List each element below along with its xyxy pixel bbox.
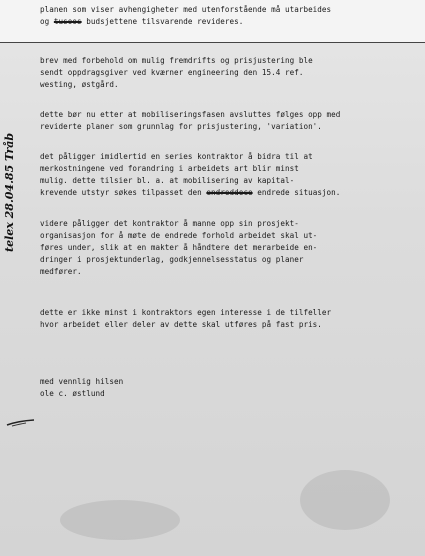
paragraph-3-line-4 [40, 188, 340, 197]
paragraph-3-line-3: mulig. dette tilsier bl. a. at mobilisering av kapital- [40, 176, 295, 185]
paragraph-3-line-2: merkostningene ved forandring i arbeidets art blir minst [40, 164, 299, 173]
paragraph-5-line-1: dette er ikke minst i kontraktors egen interesse i de tilfeller [40, 308, 332, 317]
header-line-1: planen som viser avhengigheter med utenforstående må utarbeides [40, 5, 332, 14]
paper-smudge [300, 470, 390, 530]
handwritten-margin-note: telex 28.04.85 Tråb [3, 132, 16, 252]
closing-greeting: med vennlig hilsen [40, 377, 124, 386]
struck-word: tusoos [53, 17, 82, 26]
header-line-2-start: og [40, 17, 54, 26]
paragraph-4-line-1: videre påligger det kontraktor å manne opp sin prosjekt- [40, 219, 299, 228]
pen-stroke-mark [6, 418, 36, 428]
paragraph-3-line-4-end: endrede situasjon. [252, 188, 341, 197]
paragraph-1-line-3: westing, østgård. [40, 80, 119, 89]
signer-name: ole c. østlund [40, 389, 105, 398]
struck-word: endreddece [206, 188, 253, 197]
paragraph-4-line-4: dringer i prosjektunderlag, godkjennelsesstatus og planer [40, 255, 304, 264]
paper-smudge [60, 500, 180, 540]
paragraph-1-line-2: sendt oppdragsgiver ved kværner engineering den 15.4 ref. [40, 68, 304, 77]
paragraph-4-line-2: organisasjon for å møte de endrede forhold arbeidet skal ut- [40, 231, 318, 240]
paragraph-4-line-3: føres under, slik at en makter å håndtere det merarbeide en- [40, 243, 318, 252]
header-line-2 [40, 17, 243, 26]
paragraph-1-line-1: brev med forbehold om mulig fremdrifts og prisjustering ble [40, 56, 313, 65]
paragraph-3-line-4-start: krevende utstyr søkes tilpasset den [40, 188, 207, 197]
paragraph-5-line-2: hvor arbeidet eller deler av dette skal utføres på fast pris. [40, 320, 322, 329]
header-line-2-end: budsjettene tilsvarende revideres. [81, 17, 244, 26]
paragraph-2-line-1: dette bør nu etter at mobiliseringsfasen avsluttes følges opp med [40, 110, 341, 119]
paragraph-4-line-5: medfører. [40, 267, 82, 276]
paragraph-3-line-1: det påligger imidlertid en series kontraktor å bidra til at [40, 152, 313, 161]
paragraph-2-line-2: reviderte planer som grunnlag for prisjustering, 'variation'. [40, 122, 322, 131]
